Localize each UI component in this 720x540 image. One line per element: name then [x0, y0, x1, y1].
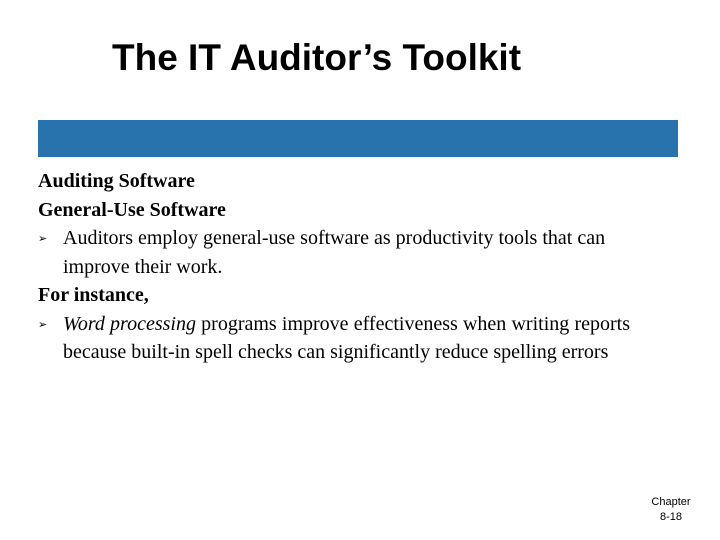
slide-title: The IT Auditor’s Toolkit	[112, 37, 522, 78]
arrow-bullet-icon: ➢	[38, 233, 48, 245]
arrow-bullet-icon: ➢	[38, 318, 48, 331]
chapter-label: Chapter	[651, 496, 691, 508]
chapter-footer	[641, 495, 701, 525]
page-number: 8-18	[659, 511, 683, 523]
word-processing-description: programs improve effectiveness when writing reports because built-in spell checks can significantly reduce spelling errors	[63, 312, 630, 363]
bullet-text-productivity: Auditors employ general-use software as productivity tools that can improve their work.	[63, 227, 606, 278]
intro-for-instance: For instance,	[38, 284, 149, 306]
title-accent-bar	[38, 120, 678, 157]
bullet-item-productivity	[38, 224, 630, 281]
heading-general-use-software: General-Use Software	[38, 198, 226, 221]
slide-body	[38, 167, 630, 367]
heading-auditing-software: Auditing Software	[38, 170, 195, 192]
word-processing-term: Word processing	[63, 312, 196, 335]
bullet-text-word-processing	[63, 310, 630, 367]
bullet-item-word-processing	[38, 310, 630, 367]
